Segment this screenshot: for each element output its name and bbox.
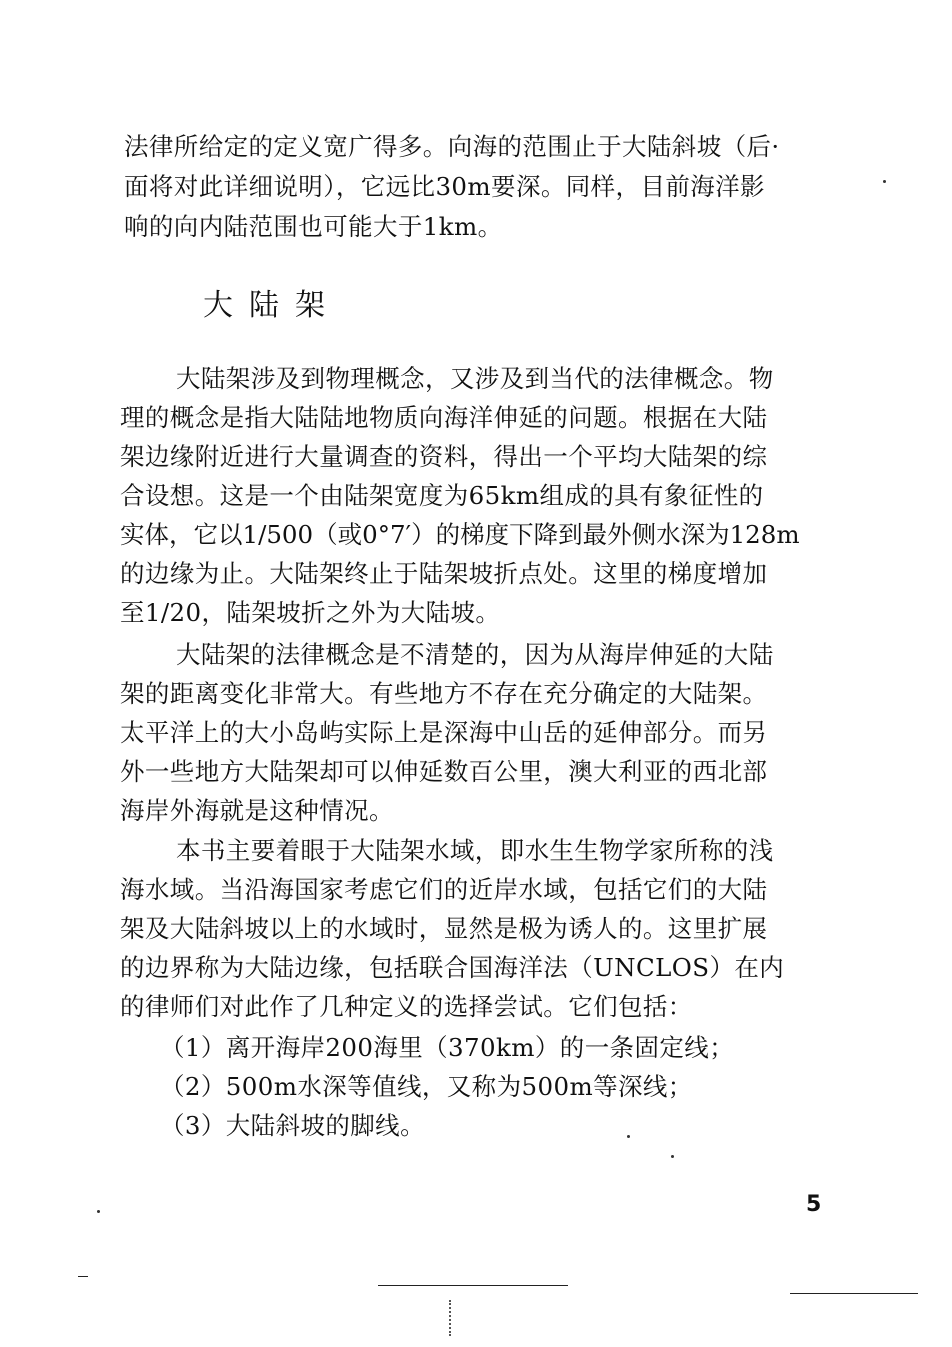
paragraph-3-line-3: 架及大陆斜坡以上的水域时，显然是极为诱人的。这里扩展 xyxy=(120,914,768,943)
list-item-3: （3）大陆斜坡的脚线。 xyxy=(160,1111,425,1140)
paragraph-2-line-2: 架的距离变化非常大。有些地方不存在充分确定的大陆架。 xyxy=(120,679,768,708)
scan-speck xyxy=(627,1135,630,1138)
paragraph-2-line-5: 海岸外海就是这种情况。 xyxy=(120,796,394,825)
scan-dotted-mark xyxy=(449,1300,451,1336)
intro-line-2: 面将对此详细说明），它远比30m要深。同样，目前海洋影 xyxy=(124,172,765,201)
paragraph-1-line-6: 的边缘为止。大陆架终止于陆架坡折点处。这里的梯度增加 xyxy=(120,559,768,588)
paragraph-1-line-4: 合设想。这是一个由陆架宽度为65km组成的具有象征性的 xyxy=(120,481,764,510)
scan-speck xyxy=(671,1155,674,1158)
scan-rule xyxy=(78,1276,88,1277)
paragraph-1-line-1: 大陆架涉及到物理概念，又涉及到当代的法律概念。物 xyxy=(176,364,774,393)
paragraph-1-line-5: 实体，它以1/500（或0°7′）的梯度下降到最外侧水深为128m xyxy=(120,520,800,549)
paragraph-3-line-2: 海水域。当沿海国家考虑它们的近岸水域，包括它们的大陆 xyxy=(120,875,768,904)
section-heading: 大陆架 xyxy=(203,288,341,323)
scan-rule xyxy=(378,1285,568,1286)
paragraph-1-line-7: 至1/20，陆架坡折之外为大陆坡。 xyxy=(120,598,501,627)
paragraph-3-line-4: 的边界称为大陆边缘，包括联合国海洋法（UNCLOS）在内 xyxy=(120,953,785,982)
list-item-2: （2）500m水深等值线，又称为500m等深线； xyxy=(160,1072,693,1101)
paragraph-2-line-3: 太平洋上的大小岛屿实际上是深海中山岳的延伸部分。而另 xyxy=(120,718,768,747)
paragraph-1-line-2: 理的概念是指大陆陆地物质向海洋伸延的问题。根据在大陆 xyxy=(120,403,768,432)
list-item-1: （1）离开海岸200海里（370km）的一条固定线； xyxy=(160,1033,735,1062)
scan-speck xyxy=(883,180,886,183)
scan-rule xyxy=(790,1293,918,1294)
paragraph-3-line-1: 本书主要着眼于大陆架水域，即水生生物学家所称的浅 xyxy=(176,836,774,865)
intro-line-1: 法律所给定的定义宽广得多。向海的范围止于大陆斜坡（后· xyxy=(124,132,780,161)
page-number: 5 xyxy=(806,1192,822,1217)
paragraph-2-line-4: 外一些地方大陆架却可以伸延数百公里，澳大利亚的西北部 xyxy=(120,757,768,786)
intro-line-3: 响的向内陆范围也可能大于1km。 xyxy=(124,212,503,241)
paragraph-2-line-1: 大陆架的法律概念是不清楚的，因为从海岸伸延的大陆 xyxy=(176,640,774,669)
paragraph-1-line-3: 架边缘附近进行大量调查的资料，得出一个平均大陆架的综 xyxy=(120,442,768,471)
scan-speck xyxy=(97,1210,100,1213)
paragraph-3-line-5: 的律师们对此作了几种定义的选择尝试。它们包括： xyxy=(120,992,693,1021)
